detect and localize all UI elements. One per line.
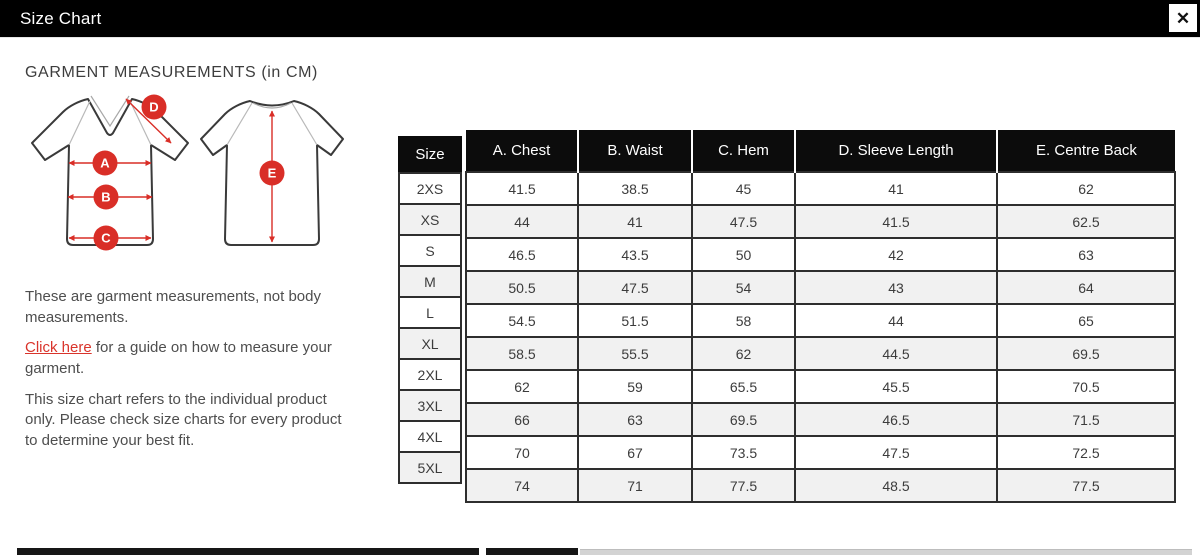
measurement-cell: 58 <box>692 304 795 337</box>
measurement-cell: 74 <box>466 469 578 502</box>
size-label-2XL: 2XL <box>398 358 462 391</box>
measurement-cell: 45 <box>692 172 795 205</box>
bottom-partial-bar-left <box>17 548 479 555</box>
table-row-L <box>466 304 1175 337</box>
measurement-cell: 71.5 <box>997 403 1175 436</box>
badge-a: A <box>100 155 110 171</box>
measurement-cell: 70 <box>466 436 578 469</box>
measurement-cell: 62 <box>997 172 1175 205</box>
size-chart <box>398 130 1176 503</box>
measurement-cell: 69.5 <box>997 337 1175 370</box>
size-label-L: L <box>398 296 462 329</box>
measurement-cell: 38.5 <box>578 172 692 205</box>
measurement-cell: 63 <box>578 403 692 436</box>
section-heading: GARMENT MEASUREMENTS (in CM) <box>25 64 318 81</box>
measurement-cell: 67 <box>578 436 692 469</box>
measurement-cell: 41 <box>578 205 692 238</box>
table-row-2XL <box>466 370 1175 403</box>
size-label-5XL: 5XL <box>398 451 462 484</box>
measure-guide-link[interactable]: Click here <box>25 339 92 357</box>
measurement-cell: 47.5 <box>795 436 997 469</box>
bottom-partial-bar-right <box>580 549 1192 555</box>
size-label-3XL: 3XL <box>398 389 462 422</box>
measurement-cell: 54 <box>692 271 795 304</box>
measurement-cell: 63 <box>997 238 1175 271</box>
size-label-S: S <box>398 234 462 267</box>
table-row-XL <box>466 337 1175 370</box>
badge-d: D <box>149 99 159 115</box>
table-row-XS <box>466 205 1175 238</box>
bottom-partial-bar-mid <box>486 548 578 555</box>
measurement-cell: 41.5 <box>795 205 997 238</box>
badge-c: C <box>101 230 111 246</box>
measurement-cell: 72.5 <box>997 436 1175 469</box>
col-header-sleeve-length: D. Sleeve Length <box>795 130 997 172</box>
size-column <box>398 130 462 503</box>
size-column-header: Size <box>398 136 462 172</box>
table-row-S <box>466 238 1175 271</box>
tshirt-measurement-illustration <box>25 93 345 259</box>
measurement-cell: 71 <box>578 469 692 502</box>
notes-block <box>25 287 357 462</box>
measurement-cell: 66 <box>466 403 578 436</box>
measurement-cell: 62 <box>692 337 795 370</box>
table-row-2XS <box>466 172 1175 205</box>
col-header-waist: B. Waist <box>578 130 692 172</box>
table-row-M <box>466 271 1175 304</box>
measurement-cell: 62.5 <box>997 205 1175 238</box>
measurement-cell: 65 <box>997 304 1175 337</box>
measurement-cell: 47.5 <box>578 271 692 304</box>
measurement-cell: 48.5 <box>795 469 997 502</box>
size-label-M: M <box>398 265 462 298</box>
measurement-cell: 43.5 <box>578 238 692 271</box>
close-icon: ✕ <box>1175 8 1191 28</box>
measurement-cell: 64 <box>997 271 1175 304</box>
measurement-cell: 50.5 <box>466 271 578 304</box>
measurement-cell: 58.5 <box>466 337 578 370</box>
measurement-cell: 41.5 <box>466 172 578 205</box>
measurement-cell: 73.5 <box>692 436 795 469</box>
garment-diagram <box>25 93 345 264</box>
measurement-cell: 55.5 <box>578 337 692 370</box>
measurement-cell: 50 <box>692 238 795 271</box>
badge-b: B <box>101 189 111 205</box>
measurement-cell: 44 <box>466 205 578 238</box>
measurements-table-body <box>466 172 1175 502</box>
measurement-cell: 77.5 <box>692 469 795 502</box>
col-header-centre-back: E. Centre Back <box>997 130 1175 172</box>
measurements-table <box>465 130 1176 503</box>
measurement-cell: 65.5 <box>692 370 795 403</box>
table-row-5XL <box>466 469 1175 502</box>
measurement-cell: 45.5 <box>795 370 997 403</box>
measurement-cell: 69.5 <box>692 403 795 436</box>
table-row-3XL <box>466 403 1175 436</box>
size-column-body <box>398 172 462 484</box>
note-measure-guide-text: for a guide on how to measure your garment. <box>25 339 332 378</box>
table-header-row <box>466 130 1175 172</box>
measurement-cell: 70.5 <box>997 370 1175 403</box>
measurement-cell: 43 <box>795 271 997 304</box>
size-label-XL: XL <box>398 327 462 360</box>
measurement-cell: 47.5 <box>692 205 795 238</box>
measurement-cell: 46.5 <box>466 238 578 271</box>
measurement-cell: 51.5 <box>578 304 692 337</box>
modal-title: Size Chart <box>20 8 102 28</box>
measurement-cell: 62 <box>466 370 578 403</box>
measurement-cell: 44.5 <box>795 337 997 370</box>
measurement-cell: 59 <box>578 370 692 403</box>
col-header-hem: C. Hem <box>692 130 795 172</box>
modal-titlebar <box>0 0 1200 37</box>
close-button[interactable] <box>1169 4 1197 32</box>
size-label-XS: XS <box>398 203 462 236</box>
measurement-cell: 41 <box>795 172 997 205</box>
note-measure-guide <box>25 338 357 379</box>
size-label-4XL: 4XL <box>398 420 462 453</box>
note-garment-vs-body: These are garment measurements, not body measurements. <box>25 288 321 326</box>
measurement-cell: 42 <box>795 238 997 271</box>
measurement-cell: 44 <box>795 304 997 337</box>
measurement-cell: 46.5 <box>795 403 997 436</box>
table-row-4XL <box>466 436 1175 469</box>
size-label-2XS: 2XS <box>398 172 462 205</box>
col-header-chest: A. Chest <box>466 130 578 172</box>
measurement-cell: 54.5 <box>466 304 578 337</box>
note-product-specific: This size chart refers to the individual product only. Please check size charts for every product to determine your best fit. <box>25 390 342 450</box>
measurement-cell: 77.5 <box>997 469 1175 502</box>
badge-e: E <box>267 165 277 181</box>
